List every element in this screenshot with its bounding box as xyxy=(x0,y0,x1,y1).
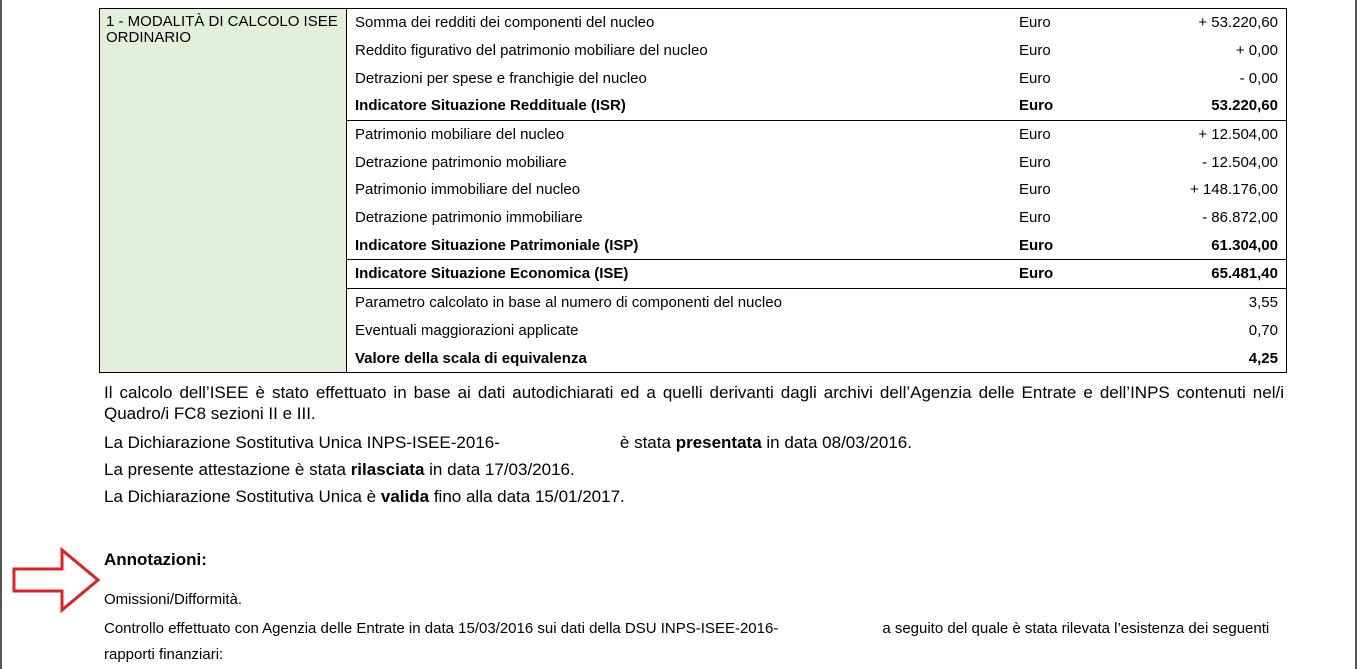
row-value: + 148.176,00 xyxy=(1189,181,1278,199)
row-value: + 12.504,00 xyxy=(1123,120,1287,148)
page-edge-left xyxy=(0,0,2,669)
row-value: - 12.504,00 xyxy=(1202,153,1278,171)
row-label: Reddito figurativo del patrimonio mobiliare del nucleo xyxy=(355,42,708,60)
row-currency: Euro xyxy=(1019,97,1054,115)
row-label: Valore della scala di equivalenza xyxy=(355,349,587,367)
row-value: + 53.220,60 xyxy=(1198,14,1278,32)
validity-word: valida xyxy=(380,487,430,506)
row-currency xyxy=(1011,344,1123,372)
row-value: - 0,00 xyxy=(1239,69,1278,87)
row-label: Detrazione patrimonio immobiliare xyxy=(355,209,583,227)
attestation-date: in data 17/03/2016. xyxy=(429,460,575,479)
row-label: Indicatore Situazione Economica (ISE) xyxy=(347,260,1012,289)
row-currency: Euro xyxy=(1019,69,1051,87)
calculation-note xyxy=(104,382,1284,424)
row-value: - 86.872,00 xyxy=(1202,209,1278,227)
row-label: Somma dei redditi dei componenti del nucleo xyxy=(355,14,655,32)
isee-calculation-table xyxy=(99,8,1287,373)
attestation-prefix: La presente attestazione è stata xyxy=(104,460,346,479)
row-currency: Euro xyxy=(1019,42,1051,60)
dsu-presented-line xyxy=(104,432,1284,453)
control-line-2: rapporti finanziari: xyxy=(104,646,224,663)
row-currency: Euro xyxy=(1019,181,1051,199)
row-value: + 0,00 xyxy=(1235,42,1278,60)
dsu-presented-word: presentata xyxy=(675,433,762,452)
section-title: 1 - MODALITÀ DI CALCOLO ISEE ORDINARIO xyxy=(100,9,347,373)
dsu-prefix: La Dichiarazione Sostitutiva Unica INPS-ISEE-2016- xyxy=(104,433,500,452)
row-currency: Euro xyxy=(1011,260,1123,289)
attestation-line xyxy=(104,459,1284,480)
row-value: 61.304,00 xyxy=(1211,236,1278,254)
row-value: 65.481,40 xyxy=(1123,260,1287,289)
row-label: Indicatore Situazione Patrimoniale (ISP) xyxy=(355,236,639,254)
omissions-text: Omissioni/Difformità. xyxy=(104,591,243,608)
row-value: 53.220,60 xyxy=(1211,97,1278,115)
row-label: Patrimonio immobiliare del nucleo xyxy=(355,181,581,199)
control-suffix: a seguito del quale è stata rilevata l’esistenza dei seguenti xyxy=(882,620,1270,637)
validity-line xyxy=(104,486,1284,507)
row-value: 0,70 xyxy=(1248,321,1278,339)
attestation-issued-word: rilasciata xyxy=(350,460,425,479)
row-currency: Euro xyxy=(1019,14,1051,32)
row-value: 3,55 xyxy=(1123,288,1287,316)
row-currency xyxy=(1011,288,1123,316)
dsu-mid: è stata xyxy=(619,433,671,452)
control-prefix: Controllo effettuato con Agenzia delle Entrate in data 15/03/2016 sui dati della DSU INPS-ISEE-2016- xyxy=(104,620,779,637)
row-currency: Euro xyxy=(1019,209,1051,227)
validity-prefix: La Dichiarazione Sostitutiva Unica è xyxy=(104,487,377,506)
row-currency: Euro xyxy=(1019,153,1051,171)
row-currency: Euro xyxy=(1019,236,1054,254)
validity-date: fino alla data 15/01/2017. xyxy=(433,487,625,506)
row-currency xyxy=(1011,317,1123,345)
control-line xyxy=(104,620,1284,637)
row-label: Eventuali maggiorazioni applicate xyxy=(355,321,579,339)
row-label: Indicatore Situazione Reddituale (ISR) xyxy=(355,97,626,115)
row-label: Detrazione patrimonio mobiliare xyxy=(355,153,567,171)
page-edge-right xyxy=(1355,0,1357,669)
row-label: Detrazioni per spese e franchigie del nucleo xyxy=(355,69,647,87)
isee-row xyxy=(100,9,1287,37)
row-currency: Euro xyxy=(1011,120,1123,148)
calculation-note-text: Il calcolo dell’ISEE è stato effettuato in base ai dati autodichiarati ed a quelli derivanti dagli archivi dell’Agenzia delle Entrate e dell’INPS contenuti nel/i Quadro/i FC8 sezioni II e III. xyxy=(104,383,1284,423)
arrow-right-icon xyxy=(12,546,102,614)
dsu-date: in data 08/03/2016. xyxy=(766,433,912,452)
row-label: Parametro calcolato in base al numero di componenti del nucleo xyxy=(347,288,1012,316)
row-label: Patrimonio mobiliare del nucleo xyxy=(347,120,1012,148)
row-value: 4,25 xyxy=(1248,349,1278,367)
annotations-title: Annotazioni: xyxy=(104,550,207,569)
